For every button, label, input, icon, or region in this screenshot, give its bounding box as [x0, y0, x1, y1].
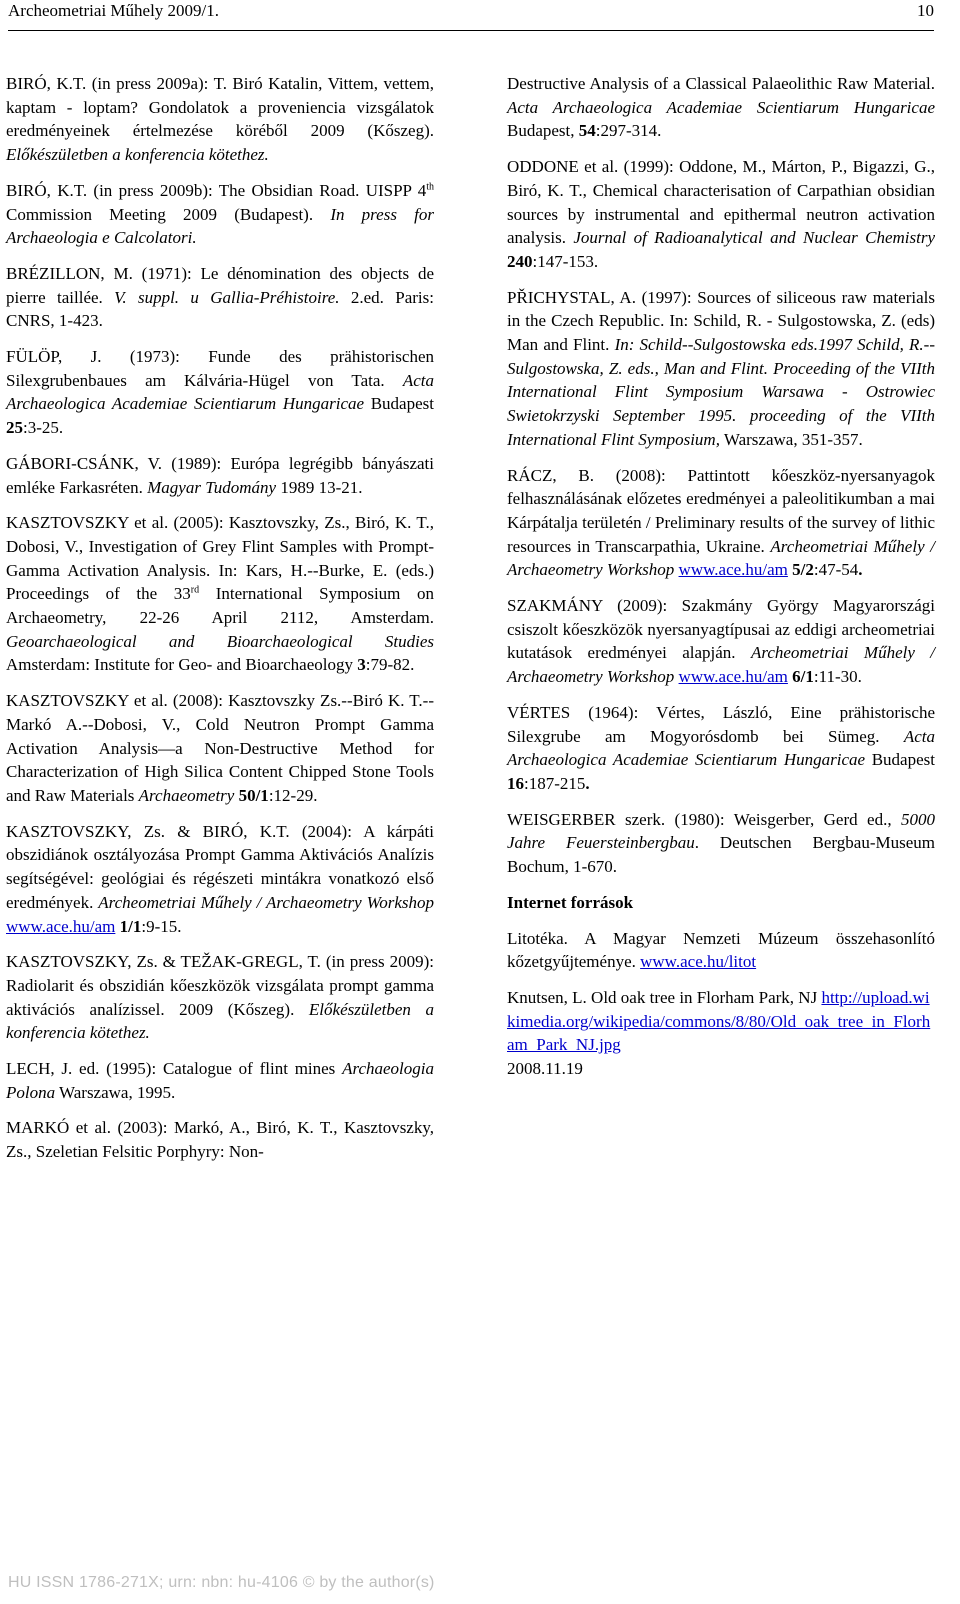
reference-vertes-1964: VÉRTES (1964): Vértes, László, Eine prähistorische Silexgrube am Mogyorósdomb bei Sümeg. Acta Archaeologica Academiae Scientiarum Hungaricae Budapest 16:187-215.	[507, 702, 935, 793]
footer-issn: HU ISSN 1786-271X; urn: nbn: hu-4106 © by the author(s)	[8, 1574, 435, 1591]
reference-biro-2009b: BIRÓ, K.T. (in press 2009b): The Obsidian Road. UISPP 4th Commission Meeting 2009 (Budapest). In press for Archaeologia e Calcolatori.	[6, 180, 434, 248]
reference-litoteka: Litotéka. A Magyar Nemzeti Múzeum összehasonlító kőzetgyűjteménye. www.ace.hu/litot	[507, 928, 935, 972]
reference-gabori-csank-1989: GÁBORI-CSÁNK, V. (1989): Európa legrégibb bányászati emléke Farkasréten. Magyar Tudomány 1989 13-21.	[6, 453, 434, 497]
reference-marko-2003-continued: Destructive Analysis of a Classical Palaeolithic Raw Material. Acta Archaeologica Academiae Scientiarum Hungaricae Budapest, 54:297-314.	[507, 74, 935, 141]
reference-fulop-1973: FÜLÖP, J. (1973): Funde des prähistorischen Silexgrubenbaues am Kálvária-Hügel von Tata. Acta Archaeologica Academiae Scientiarum Hungaricae Budapest 25:3-25.	[6, 347, 434, 438]
left-column	[6, 72, 434, 1176]
reference-kasztovszky-biro-2004: KASZTOVSZKY, Zs. & BIRÓ, K.T. (2004): A kárpáti obszidiánok osztályozása Prompt Gamma Aktivációs Analízis segítségével: geológiai és régészeti mintákra vonatkozó első eredmények. Archeometriai Műhely / Archaeometry Workshop www.ace.hu/am 1/1:9-15.	[6, 821, 434, 936]
reference-lech-1995: LECH, J. ed. (1995): Catalogue of flint mines Archaeologia Polona Warszawa, 1995.	[6, 1059, 434, 1102]
reference-knutsen: Knutsen, L. Old oak tree in Florham Park, NJ http://upload.wikimedia.org/wikipedia/commons/8/80/Old_oak_tree_in_Florham_Park_NJ.jpg 2008.11.19	[507, 987, 931, 1079]
reference-marko-2003: MARKÓ et al. (2003): Markó, A., Biró, K. T., Kasztovszky, Zs., Szeletian Felsitic Porphyry: Non-	[6, 1118, 434, 1162]
section-heading-internet: Internet források	[507, 892, 634, 912]
journal-title: Archeometriai Műhely 2009/1.	[8, 1, 220, 20]
reference-szakmany-2009: SZAKMÁNY (2009): Szakmány György Magyarországi csiszolt kőeszközök nyersanyagtípusai az eddigi archeometriai kutatások eredményei alapján. Archeometriai Műhely / Archaeometry Workshop www.ace.hu/am 6/1:11-30.	[507, 596, 935, 687]
reference-racz-2008: RÁCZ, B. (2008): Pattintott kőeszköz-nyersanyagok felhasználásának előzetes eredményei a paleolitikumban a mai Kárpátalja területén / Preliminary results of the survey of lithic resources in Transcarpathia, Ukraine. Archeometriai Műhely / Archaeometry Workshop www.ace.hu/am 5/2:47-54.	[507, 465, 935, 580]
reference-biro-2009a: BIRÓ, K.T. (in press 2009a): T. Biró Katalin, Vittem, vettem, kaptam - loptam? Gondolatok a proveniencia vizsgálatok eredményeinek értelmezése köréből 2009 (Kőszeg). Előkészületben a konferencia kötethez.	[6, 74, 434, 165]
link-ace-am[interactable]: www.ace.hu/am	[6, 916, 116, 936]
reference-kasztovszky-2008: KASZTOVSZKY et al. (2008): Kasztovszky Zs.--Biró K. T.--Markó A.--Dobosi, V., Cold Neutron Prompt Gamma Activation Analysis—a Non-Destructive Method for Characterization of High Silica Content Chipped Stone Tools and Raw Materials Archaeometry 50/1:12-29.	[6, 691, 434, 805]
reference-oddone-1999: ODDONE et al. (1999): Oddone, M., Márton, P., Bigazzi, G., Biró, K. T., Chemical characterisation of Carpathian obsidian sources by instrumental and epithermal neutron activation analysis. Journal of Radioanalytical and Nuclear Chemistry 240:147-153.	[507, 157, 935, 271]
link-ace-am[interactable]: www.ace.hu/am	[678, 560, 788, 580]
reference-brezillon-1971: BRÉZILLON, M. (1971): Le dénomination des objects de pierre taillée. V. suppl. u Gallia-Préhistoire. 2.ed. Paris: CNRS, 1-423.	[6, 263, 434, 331]
reference-kasztovszky-2005: KASZTOVSZKY et al. (2005): Kasztovszky, Zs., Biró, K. T., Dobosi, V., Investigation of Grey Flint Samples with Prompt-Gamma Activation Analysis. In: Kars, H.--Burke, E. (eds.) Proceedings of the 33rd International Symposium on Archaeometry, 22-26 April 2112, Amsterdam. Geoarchaeological and Bioarchaeological Studies Amsterdam: Institute for Geo- and Bioarchaeology 3:79-82.	[6, 513, 434, 675]
reference-weisgerber-1980: WEISGERBER szerk. (1980): Weisgerber, Gerd ed., 5000 Jahre Feuersteinbergbau. Deutschen Bergbau-Museum Bochum, 1-670.	[507, 809, 935, 877]
link-wikimedia-oak-tree[interactable]: http://upload.wikimedia.org/wikipedia/commons/8/80/Old_oak_tree_in_Florham_Park_NJ.jpg	[507, 987, 931, 1055]
right-column	[507, 72, 935, 1093]
reference-kasztovszky-tezak-2009: KASZTOVSZKY, Zs. & TEŽAK-GREGL, T. (in press 2009): Radiolarit és obszidián kőeszközök vizsgálata prompt gamma aktivációs analízissel. 2009 (Kőszeg). Előkészületben a konferencia kötethez.	[6, 952, 434, 1043]
link-ace-am[interactable]: www.ace.hu/am	[678, 667, 788, 687]
reference-prichystal-1997: PŘICHYSTAL, A. (1997): Sources of siliceous raw materials in the Czech Republic. In: Schild, R. - Sulgostowska, Z. (eds) Man and Flint. In: Schild--Sulgostowska eds.1997 Schild, R.--Sulgostowska, Z. eds., Man and Flint. Proceeding of the VIIth International Flint Symposium Warsawa - Ostrowiec Swietokrzyski September 1995. proceeding of the VIIth International Flint Symposium, Warszawa, 351-357.	[507, 287, 935, 449]
running-header	[8, 0, 934, 31]
link-ace-litot[interactable]: www.ace.hu/litot	[640, 952, 757, 972]
page-number: 10	[917, 1, 934, 20]
